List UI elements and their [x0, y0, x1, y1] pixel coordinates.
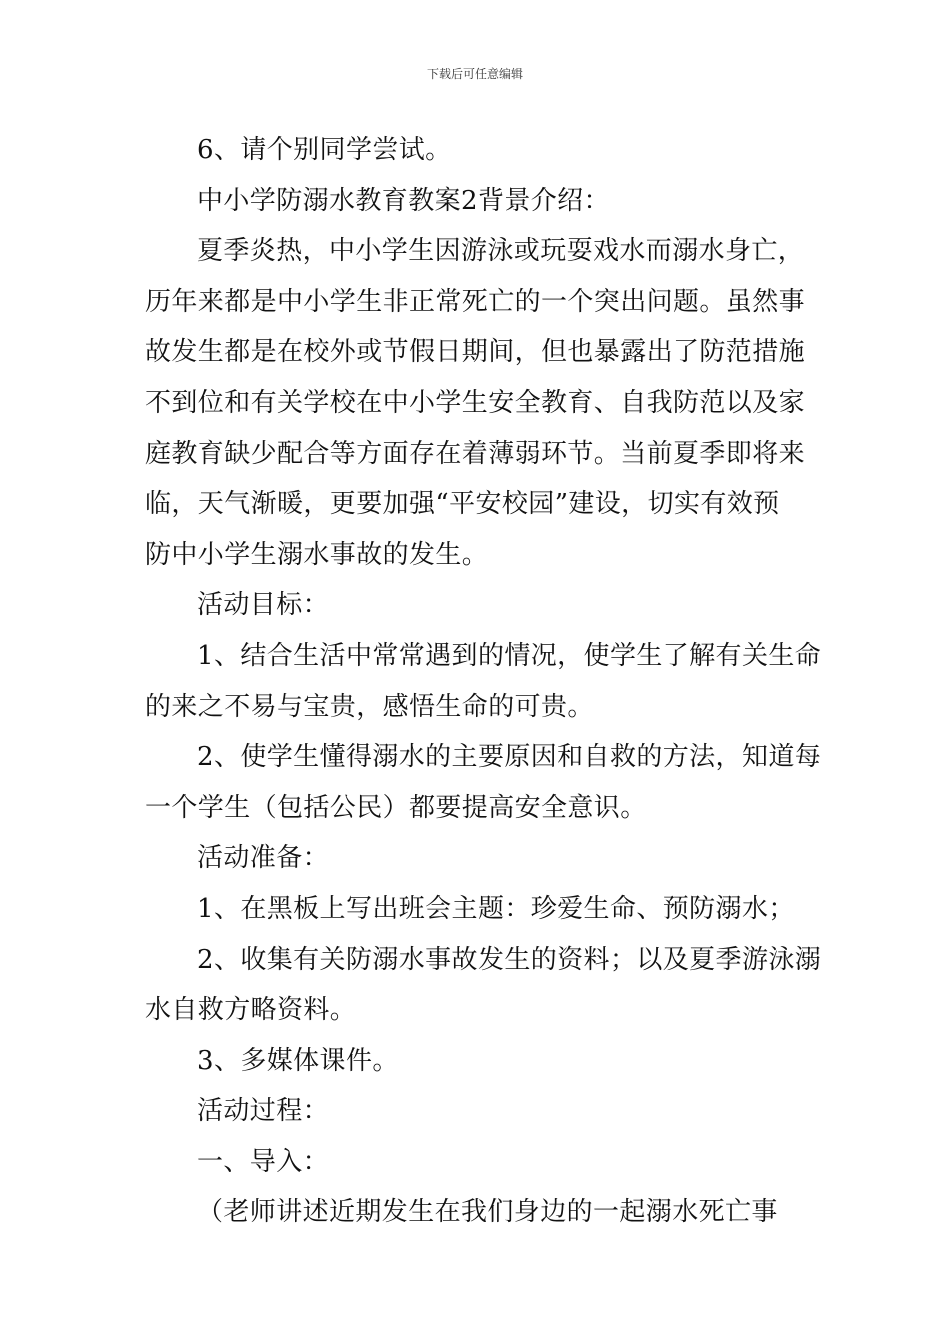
paragraph-line: （老师讲述近期发生在我们身边的一起溺水死亡事 [197, 1197, 778, 1228]
paragraph-line: 不到位和有关学校在中小学生安全教育、自我防范以及家 [145, 387, 806, 418]
paragraph-line: 1、在黑板上写出班会主题：珍爱生命、预防溺水； [197, 893, 795, 924]
section-title: 中小学防溺水教育教案2背景介绍： [197, 185, 610, 216]
paragraph-line: 一个学生（包括公民）都要提高安全意识。 [145, 792, 647, 823]
paragraph-line: 故发生都是在校外或节假日期间，但也暴露出了防范措施 [145, 337, 806, 368]
paragraph-line: 2、收集有关防溺水事故发生的资料；以及夏季游泳溺 [197, 944, 822, 975]
page-header: 下载后可任意编辑 [426, 67, 523, 81]
paragraph-line: 庭教育缺少配合等方面存在着薄弱环节。当前夏季即将来 [145, 438, 806, 469]
paragraph-line: 夏季炎热，中小学生因游泳或玩耍戏水而溺水身亡， [197, 236, 805, 267]
paragraph-line: 的来之不易与宝贵，感悟生命的可贵。 [145, 691, 594, 722]
section-heading: 一、导入： [197, 1146, 330, 1177]
section-heading: 活动准备： [197, 843, 330, 874]
paragraph-line: 历年来都是中小学生非正常死亡的一个突出问题。虽然事 [145, 286, 806, 317]
paragraph-line: 水自救方略资料。 [145, 995, 357, 1026]
paragraph-line: 3、多媒体课件。 [197, 1045, 399, 1076]
paragraph-line: 防中小学生溺水事故的发生。 [145, 539, 489, 570]
paragraph-line: 6、请个别同学尝试。 [197, 135, 452, 165]
document-body [145, 125, 822, 1238]
paragraph-line: 2、使学生懂得溺水的主要原因和自救的方法，知道每 [197, 742, 822, 773]
paragraph-line: 1、结合生活中常常遇到的情况，使学生了解有关生命 [197, 640, 822, 671]
section-heading: 活动目标： [197, 590, 330, 621]
paragraph-line: 临，天气渐暖，更要加强“平安校园”建设，切实有效预 [145, 489, 780, 520]
section-heading: 活动过程： [197, 1096, 330, 1127]
